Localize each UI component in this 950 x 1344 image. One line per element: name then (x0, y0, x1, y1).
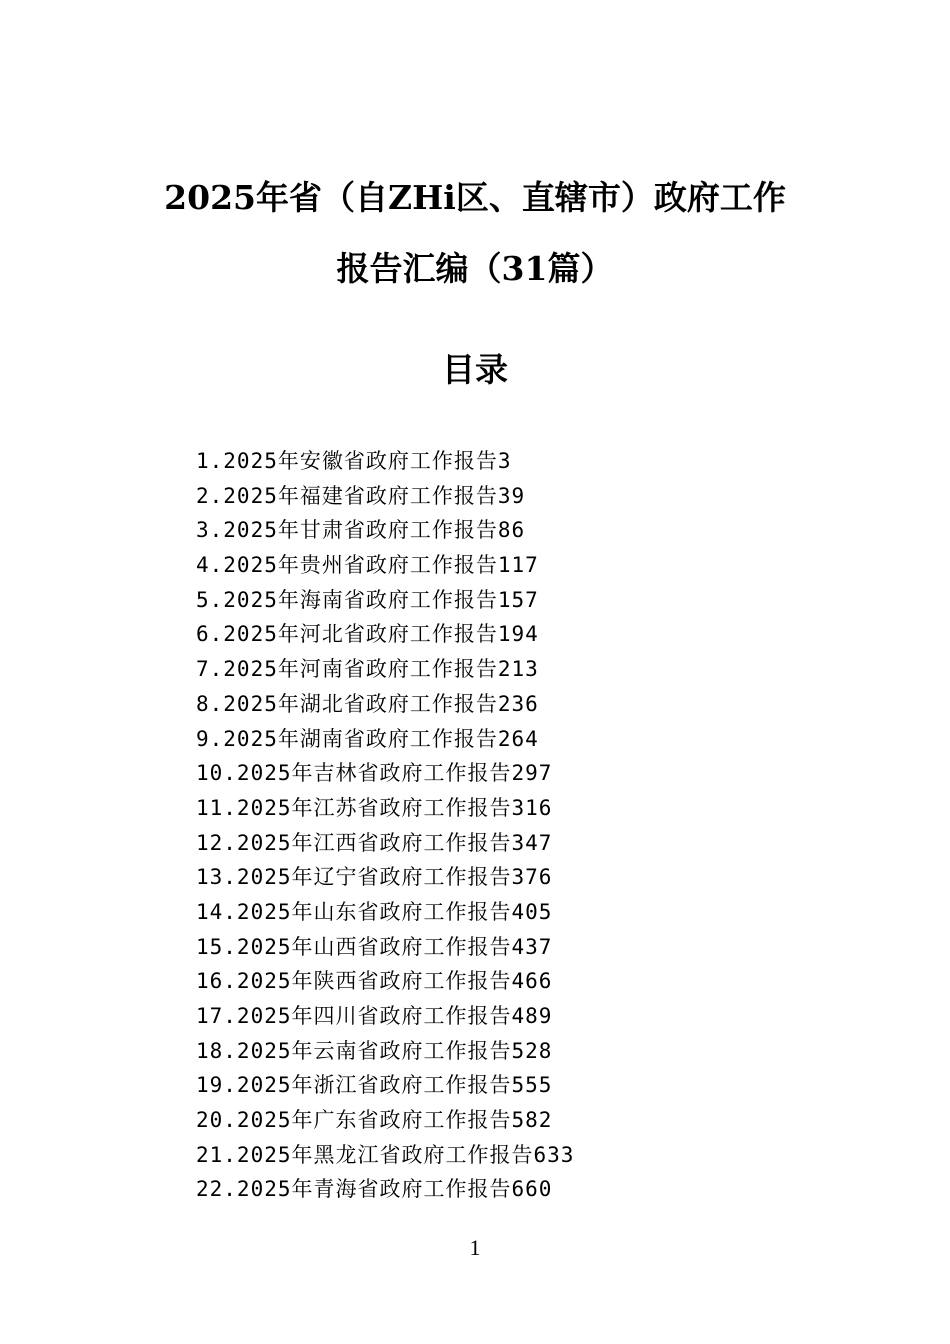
toc-item-10[interactable]: 10.2025年吉林省政府工作报告297 (196, 761, 553, 786)
table-of-contents (196, 444, 574, 1207)
toc-item-2[interactable]: 2.2025年福建省政府工作报告39 (196, 483, 526, 508)
toc-item-5[interactable]: 5.2025年海南省政府工作报告157 (196, 587, 539, 612)
toc-heading: 目录 (442, 350, 508, 389)
toc-item-11[interactable]: 11.2025年江苏省政府工作报告316 (196, 795, 553, 820)
document-title-line-2: 报告汇编（31篇） (336, 249, 614, 288)
toc-item-17[interactable]: 17.2025年四川省政府工作报告489 (196, 1004, 553, 1028)
toc-item-9[interactable]: 9.2025年湖南省政府工作报告264 (196, 726, 539, 751)
toc-item-7[interactable]: 7.2025年河南省政府工作报告213 (196, 657, 539, 682)
toc-item-22[interactable]: 22.2025年青海省政府工作报告660 (196, 1177, 553, 1202)
document-title-line-1: 2025年省（自ZHi区、直辖市）政府工作 (164, 178, 786, 217)
toc-item-20[interactable]: 20.2025年广东省政府工作报告582 (196, 1108, 553, 1133)
toc-item-16[interactable]: 16.2025年陕西省政府工作报告466 (196, 969, 553, 994)
toc-item-4[interactable]: 4.2025年贵州省政府工作报告117 (196, 553, 539, 578)
toc-item-19[interactable]: 19.2025年浙江省政府工作报告555 (196, 1073, 553, 1098)
toc-item-1[interactable]: 1.2025年安徽省政府工作报告3 (196, 449, 512, 473)
toc-item-12[interactable]: 12.2025年江西省政府工作报告347 (196, 830, 553, 855)
toc-item-8[interactable]: 8.2025年湖北省政府工作报告236 (196, 691, 539, 716)
toc-item-13[interactable]: 13.2025年辽宁省政府工作报告376 (196, 865, 553, 890)
toc-item-6[interactable]: 6.2025年河北省政府工作报告194 (196, 622, 539, 647)
toc-item-21[interactable]: 21.2025年黑龙江省政府工作报告633 (196, 1142, 575, 1167)
toc-item-3[interactable]: 3.2025年甘肃省政府工作报告86 (196, 518, 526, 543)
toc-item-18[interactable]: 18.2025年云南省政府工作报告528 (196, 1038, 553, 1063)
toc-item-14[interactable]: 14.2025年山东省政府工作报告405 (196, 899, 553, 924)
toc-item-15[interactable]: 15.2025年山西省政府工作报告437 (196, 934, 553, 959)
page-number: 1 (469, 1235, 481, 1260)
